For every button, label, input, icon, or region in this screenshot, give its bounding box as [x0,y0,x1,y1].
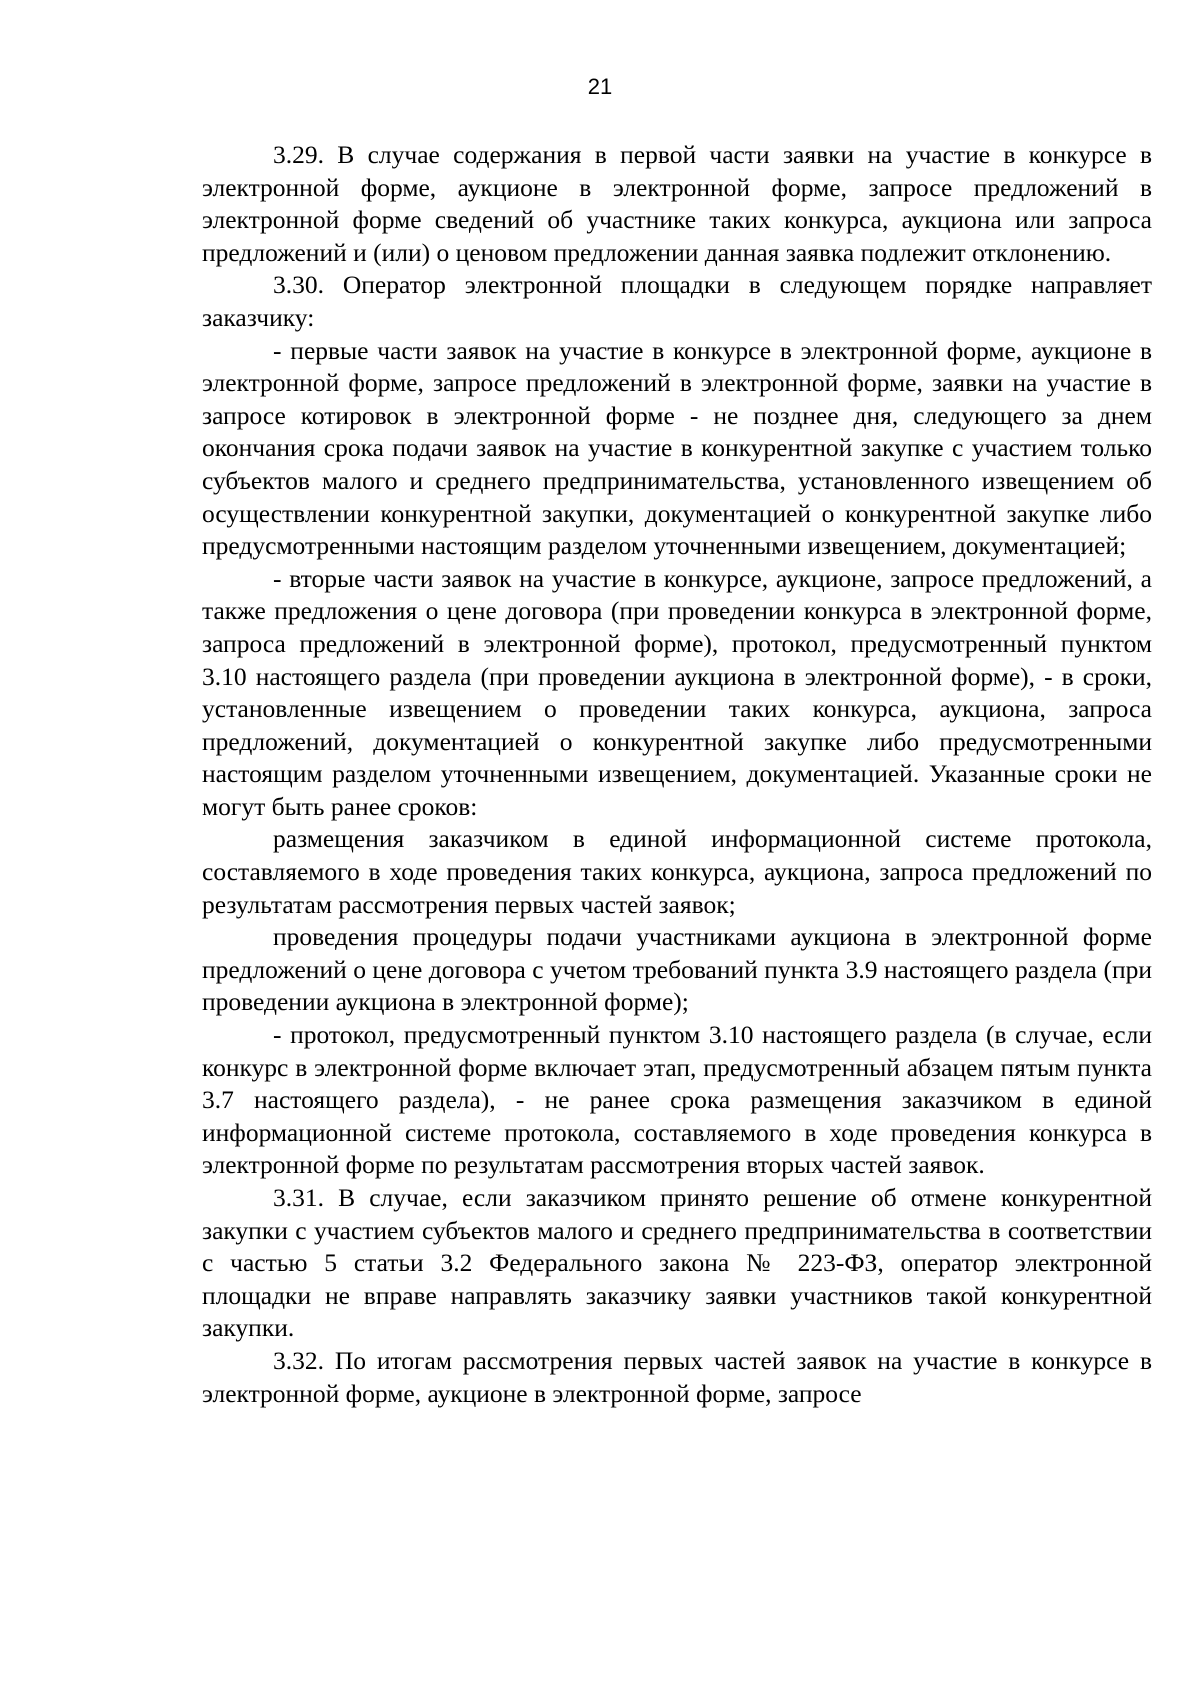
paragraph-3-32: 3.32. По итогам рассмотрения первых частей заявок на участие в конкурсе в электронной форме, аукционе в электронной форме, запросе [202,1345,1152,1408]
paragraph-protocol-placement: размещения заказчиком в единой информационной системе протокола, составляемого в ходе проведения таких конкурса, аукциона, запроса предложений по результатам рассмотрения первых частей заявок; [202,824,1152,919]
paragraph-3-30: 3.30. Оператор электронной площадки в следующем порядке направляет заказчику: [202,270,1152,332]
paragraph-3-31: 3.31. В случае, если заказчиком принято решение об отмене конкурентной закупки с участием субъектов малого и среднего предпринимательства в соответствии с частью 5 статьи 3.2 Федерального закона № 223-ФЗ, оператор электронной площадки не вправе направлять заказчику заявки участников такой конкурентной закупки. [202,1183,1152,1343]
document-body [202,139,1152,1410]
page-number: 21 [587,74,613,99]
paragraph-second-parts: - вторые части заявок на участие в конкурсе, аукционе, запросе предложений, а также предложения о цене договора (при проведении конкурса в электронной форме, запроса предложений в электронной форме), протокол, предусмотренный пунктом 3.10 настоящего раздела (при проведении аукциона в электронной форме), - в сроки, установленные извещением о проведении таких конкурса, аукциона, запроса предложений, документацией о конкурентной закупке либо предусмотренными настоящим разделом уточненными извещением, документацией. Указанные сроки не могут быть ранее сроков: [202,563,1152,821]
paragraph-3-29: 3.29. В случае содержания в первой части заявки на участие в конкурсе в электронной форме, аукционе в электронной форме, запросе предложений в электронной форме сведений об участнике таких конкурса, аукциона или запроса предложений и (или) о ценовом предложении данная заявка подлежит отклонению. [202,140,1152,267]
paragraph-auction-procedure: проведения процедуры подачи участниками аукциона в электронной форме предложений о цене договора с учетом требований пункта 3.9 настоящего раздела (при проведении аукциона в электронной форме); [202,922,1152,1017]
paragraph-first-parts: - первые части заявок на участие в конкурсе в электронной форме, аукционе в электронной форме, запросе предложений в электронной форме, заявки на участие в запросе котировок в электронной форме - не позднее дня, следующего за днем окончания срока подачи заявок на участие в конкурентной закупке с участием только субъектов малого и среднего предпринимательства, установленного извещением об осуществлении конкурентной закупки, документацией о конкурентной закупке либо предусмотренными настоящим разделом уточненными извещением, документацией; [202,335,1152,561]
paragraph-protocol-3-10: - протокол, предусмотренный пунктом 3.10 настоящего раздела (в случае, если конкурс в электронной форме включает этап, предусмотренный абзацем пятым пункта 3.7 настоящего раздела), - не ранее срока размещения заказчиком в единой информационной системе протокола, составляемого в ходе проведения конкурса в электронной форме по результатам рассмотрения вторых частей заявок. [202,1020,1152,1180]
